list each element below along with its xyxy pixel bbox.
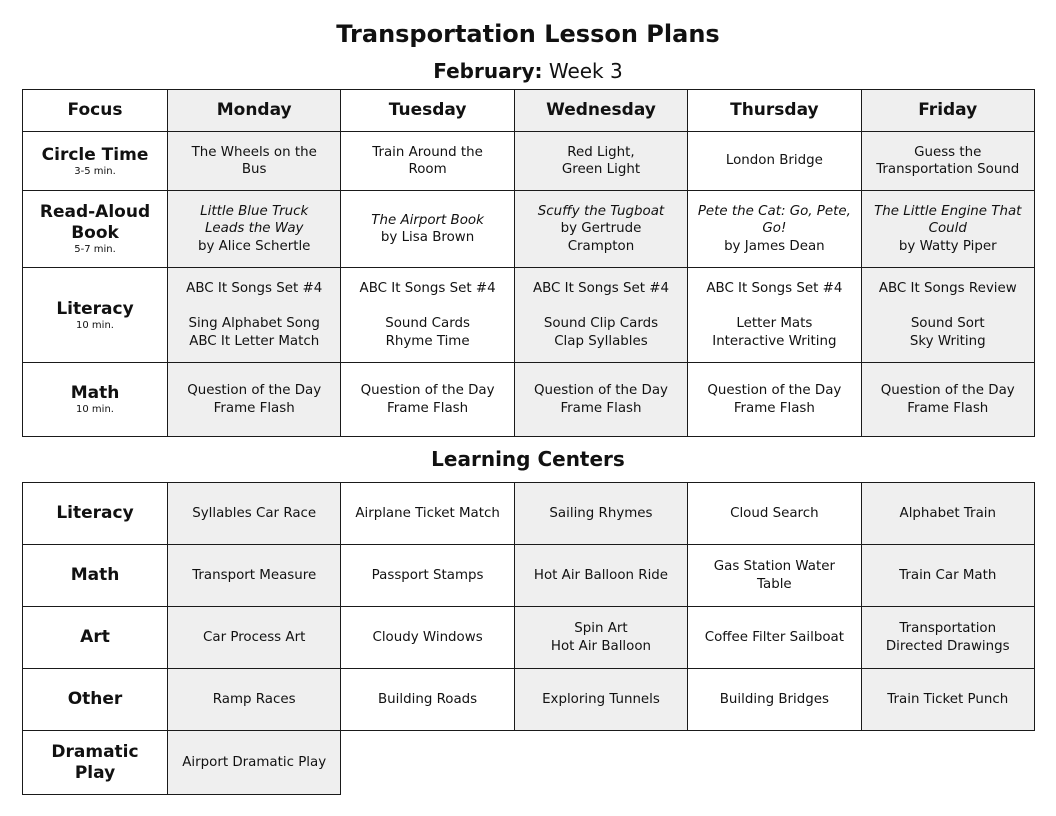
center-cell <box>688 545 861 607</box>
row-duration: 3-5 min. <box>74 165 116 177</box>
row-label-text: Book <box>71 223 119 243</box>
lesson-cell <box>861 132 1034 191</box>
cell-line: Transport Measure <box>192 567 317 583</box>
row-label-text: Math <box>70 383 120 403</box>
cell-line: Question of the Day <box>880 383 1015 398</box>
lesson-cell <box>341 363 514 437</box>
cell-line: Hot Air Balloon Ride <box>533 567 669 583</box>
cell-line: Transportation Sound <box>876 162 1020 177</box>
table-row <box>23 191 1035 268</box>
cell-line: ABC It Songs Set #4 <box>706 280 843 296</box>
lesson-cell <box>861 191 1034 268</box>
learning-centers-table <box>22 482 1035 795</box>
lesson-cell <box>514 191 687 268</box>
row-label-text: Read-Aloud <box>39 202 151 222</box>
center-label-other: Other <box>23 669 168 731</box>
cell-line: Frame Flash <box>907 400 989 416</box>
cell-line: Guess the <box>914 144 982 160</box>
row-label-circle-time <box>23 132 168 191</box>
book-title: Could <box>928 221 967 237</box>
cell-line: Question of the Day <box>707 383 842 398</box>
cell-line: Gas Station Water <box>713 559 835 574</box>
cell-line: Hot Air Balloon <box>550 638 652 654</box>
lesson-cell <box>861 268 1034 363</box>
center-cell <box>168 483 341 545</box>
center-label-art: Art <box>23 607 168 669</box>
cell-line: Sound Sort <box>910 316 985 332</box>
cell-line: Building Roads <box>378 691 478 707</box>
cell-line: Interactive Writing <box>712 333 837 349</box>
cell-line: Clap Syllables <box>554 333 648 349</box>
lesson-cell <box>168 191 341 268</box>
cell-line: Transportation <box>899 621 997 636</box>
table-row <box>23 545 1035 607</box>
subtitle-month: February: <box>433 59 543 83</box>
center-cell <box>341 669 514 731</box>
cell-line: Red Light, <box>567 144 635 160</box>
table-row <box>23 268 1035 363</box>
cell-line: ABC It Songs Review <box>878 280 1017 296</box>
row-label-read-aloud <box>23 191 168 268</box>
cell-line: Building Bridges <box>719 691 829 707</box>
center-label-dramatic-play <box>23 731 168 795</box>
book-title: Little Blue Truck <box>200 203 309 219</box>
lesson-cell <box>688 268 861 363</box>
table-row <box>23 669 1035 731</box>
header-monday: Monday <box>168 90 341 132</box>
cell-line: Sound Cards <box>385 316 470 332</box>
cell-line: Sound Clip Cards <box>543 316 659 332</box>
center-cell <box>168 731 341 795</box>
lesson-cell <box>688 132 861 191</box>
cell-line: Room <box>408 162 447 177</box>
lesson-cell <box>514 363 687 437</box>
cell-line: Car Process Art <box>203 629 306 645</box>
cell-line: Cloudy Windows <box>372 629 483 645</box>
lesson-cell <box>341 191 514 268</box>
table-row <box>23 363 1035 437</box>
book-author: by Lisa Brown <box>380 230 475 245</box>
lesson-cell <box>168 132 341 191</box>
lesson-cell <box>168 363 341 437</box>
cell-line: Cloud Search <box>730 505 819 521</box>
book-author: by Gertrude <box>560 221 642 237</box>
cell-line: Sing Alphabet Song <box>188 316 320 332</box>
center-cell <box>688 607 861 669</box>
center-cell <box>861 483 1034 545</box>
cell-line: London Bridge <box>725 153 823 169</box>
row-label-text: Literacy <box>56 298 134 319</box>
lesson-cell <box>514 268 687 363</box>
cell-line: ABC It Songs Set #4 <box>532 280 670 296</box>
cell-line: Question of the Day <box>360 383 495 398</box>
center-cell <box>861 669 1034 731</box>
center-cell <box>514 483 687 545</box>
table-row <box>23 483 1035 545</box>
center-cell <box>688 483 861 545</box>
lesson-cell <box>688 191 861 268</box>
cell-line: Syllables Car Race <box>192 505 317 521</box>
lesson-cell <box>514 132 687 191</box>
header-wednesday: Wednesday <box>514 90 687 132</box>
row-label-math <box>23 363 168 437</box>
table-row <box>23 607 1035 669</box>
book-author: Crampton <box>567 238 635 254</box>
empty-area <box>341 731 1035 795</box>
center-label-math: Math <box>23 545 168 607</box>
cell-line: Sailing Rhymes <box>549 505 653 521</box>
center-cell <box>514 669 687 731</box>
lesson-cell <box>341 132 514 191</box>
cell-line: Frame Flash <box>560 400 642 416</box>
cell-line: Train Around the <box>372 144 483 160</box>
row-label-text: Dramatic <box>51 741 139 762</box>
center-cell <box>688 669 861 731</box>
cell-line: Directed Drawings <box>885 638 1010 654</box>
book-title: Leads the Way <box>204 221 304 237</box>
cell-line: Rhyme Time <box>385 333 470 349</box>
row-label-text: Play <box>74 762 116 783</box>
lesson-plans-table <box>22 89 1035 437</box>
row-duration: 10 min. <box>76 319 114 331</box>
row-duration: 5-7 min. <box>74 244 116 255</box>
cell-line: Passport Stamps <box>371 567 484 583</box>
lesson-cell <box>168 268 341 363</box>
lesson-cell <box>341 268 514 363</box>
center-cell <box>861 545 1034 607</box>
center-cell <box>341 483 514 545</box>
header-tuesday: Tuesday <box>341 90 514 132</box>
table-row <box>23 132 1035 191</box>
cell-line: Frame Flash <box>387 400 469 416</box>
cell-line: Airplane Ticket Match <box>355 505 500 521</box>
cell-line: Question of the Day <box>533 383 668 398</box>
cell-line: Ramp Races <box>212 691 296 707</box>
cell-line: Airport Dramatic Play <box>182 754 327 770</box>
cell-line: Frame Flash <box>733 400 815 416</box>
book-title: Go! <box>762 221 787 237</box>
cell-line: Frame Flash <box>213 400 295 416</box>
cell-line: Exploring Tunnels <box>542 691 660 707</box>
center-cell <box>341 607 514 669</box>
header-friday: Friday <box>861 90 1034 132</box>
cell-line: Question of the Day <box>187 383 322 398</box>
book-author: by Alice Schertle <box>197 238 311 254</box>
book-title: The Little Engine That <box>874 203 1022 219</box>
page-subtitle <box>0 57 1056 85</box>
subtitle-week: Week 3 <box>548 59 623 83</box>
center-cell <box>861 607 1034 669</box>
center-cell <box>168 545 341 607</box>
cell-line: ABC It Letter Match <box>189 333 320 349</box>
row-label-literacy <box>23 268 168 363</box>
center-cell <box>168 607 341 669</box>
cell-line: ABC It Songs Set #4 <box>359 280 496 296</box>
center-cell <box>341 545 514 607</box>
center-cell <box>514 545 687 607</box>
book-title: The Airport Book <box>371 212 484 228</box>
cell-line: Train Car Math <box>899 567 997 583</box>
cell-line: Bus <box>241 162 267 177</box>
row-label-text: Circle Time <box>41 144 149 165</box>
book-author: by Watty Piper <box>898 238 997 254</box>
cell-line: Coffee Filter Sailboat <box>704 629 844 645</box>
cell-line: Sky Writing <box>909 333 986 349</box>
header-focus: Focus <box>23 90 168 132</box>
center-cell <box>514 607 687 669</box>
cell-line: Letter Mats <box>736 316 813 332</box>
row-duration: 10 min. <box>76 404 114 415</box>
page-title: Transportation Lesson Plans <box>336 20 720 48</box>
cell-line: Alphabet Train <box>899 505 996 521</box>
header-thursday: Thursday <box>688 90 861 132</box>
center-label-literacy: Literacy <box>23 483 168 545</box>
cell-line: The Wheels on the <box>191 144 317 160</box>
book-author: by James Dean <box>724 238 825 254</box>
table-row <box>23 731 1035 795</box>
cell-line: ABC It Songs Set #4 <box>186 280 323 296</box>
lesson-cell <box>688 363 861 437</box>
cell-line: Table <box>757 576 792 592</box>
lesson-cell <box>861 363 1034 437</box>
section-title-learning-centers: Learning Centers <box>431 447 625 471</box>
book-title: Scuffy the Tugboat <box>537 203 665 219</box>
cell-line: Train Ticket Punch <box>887 691 1009 707</box>
center-cell <box>168 669 341 731</box>
book-title: Pete the Cat: Go, Pete, <box>697 203 851 219</box>
cell-line: Spin Art <box>574 621 628 636</box>
cell-line: Green Light <box>561 162 641 177</box>
header-row <box>23 90 1035 132</box>
